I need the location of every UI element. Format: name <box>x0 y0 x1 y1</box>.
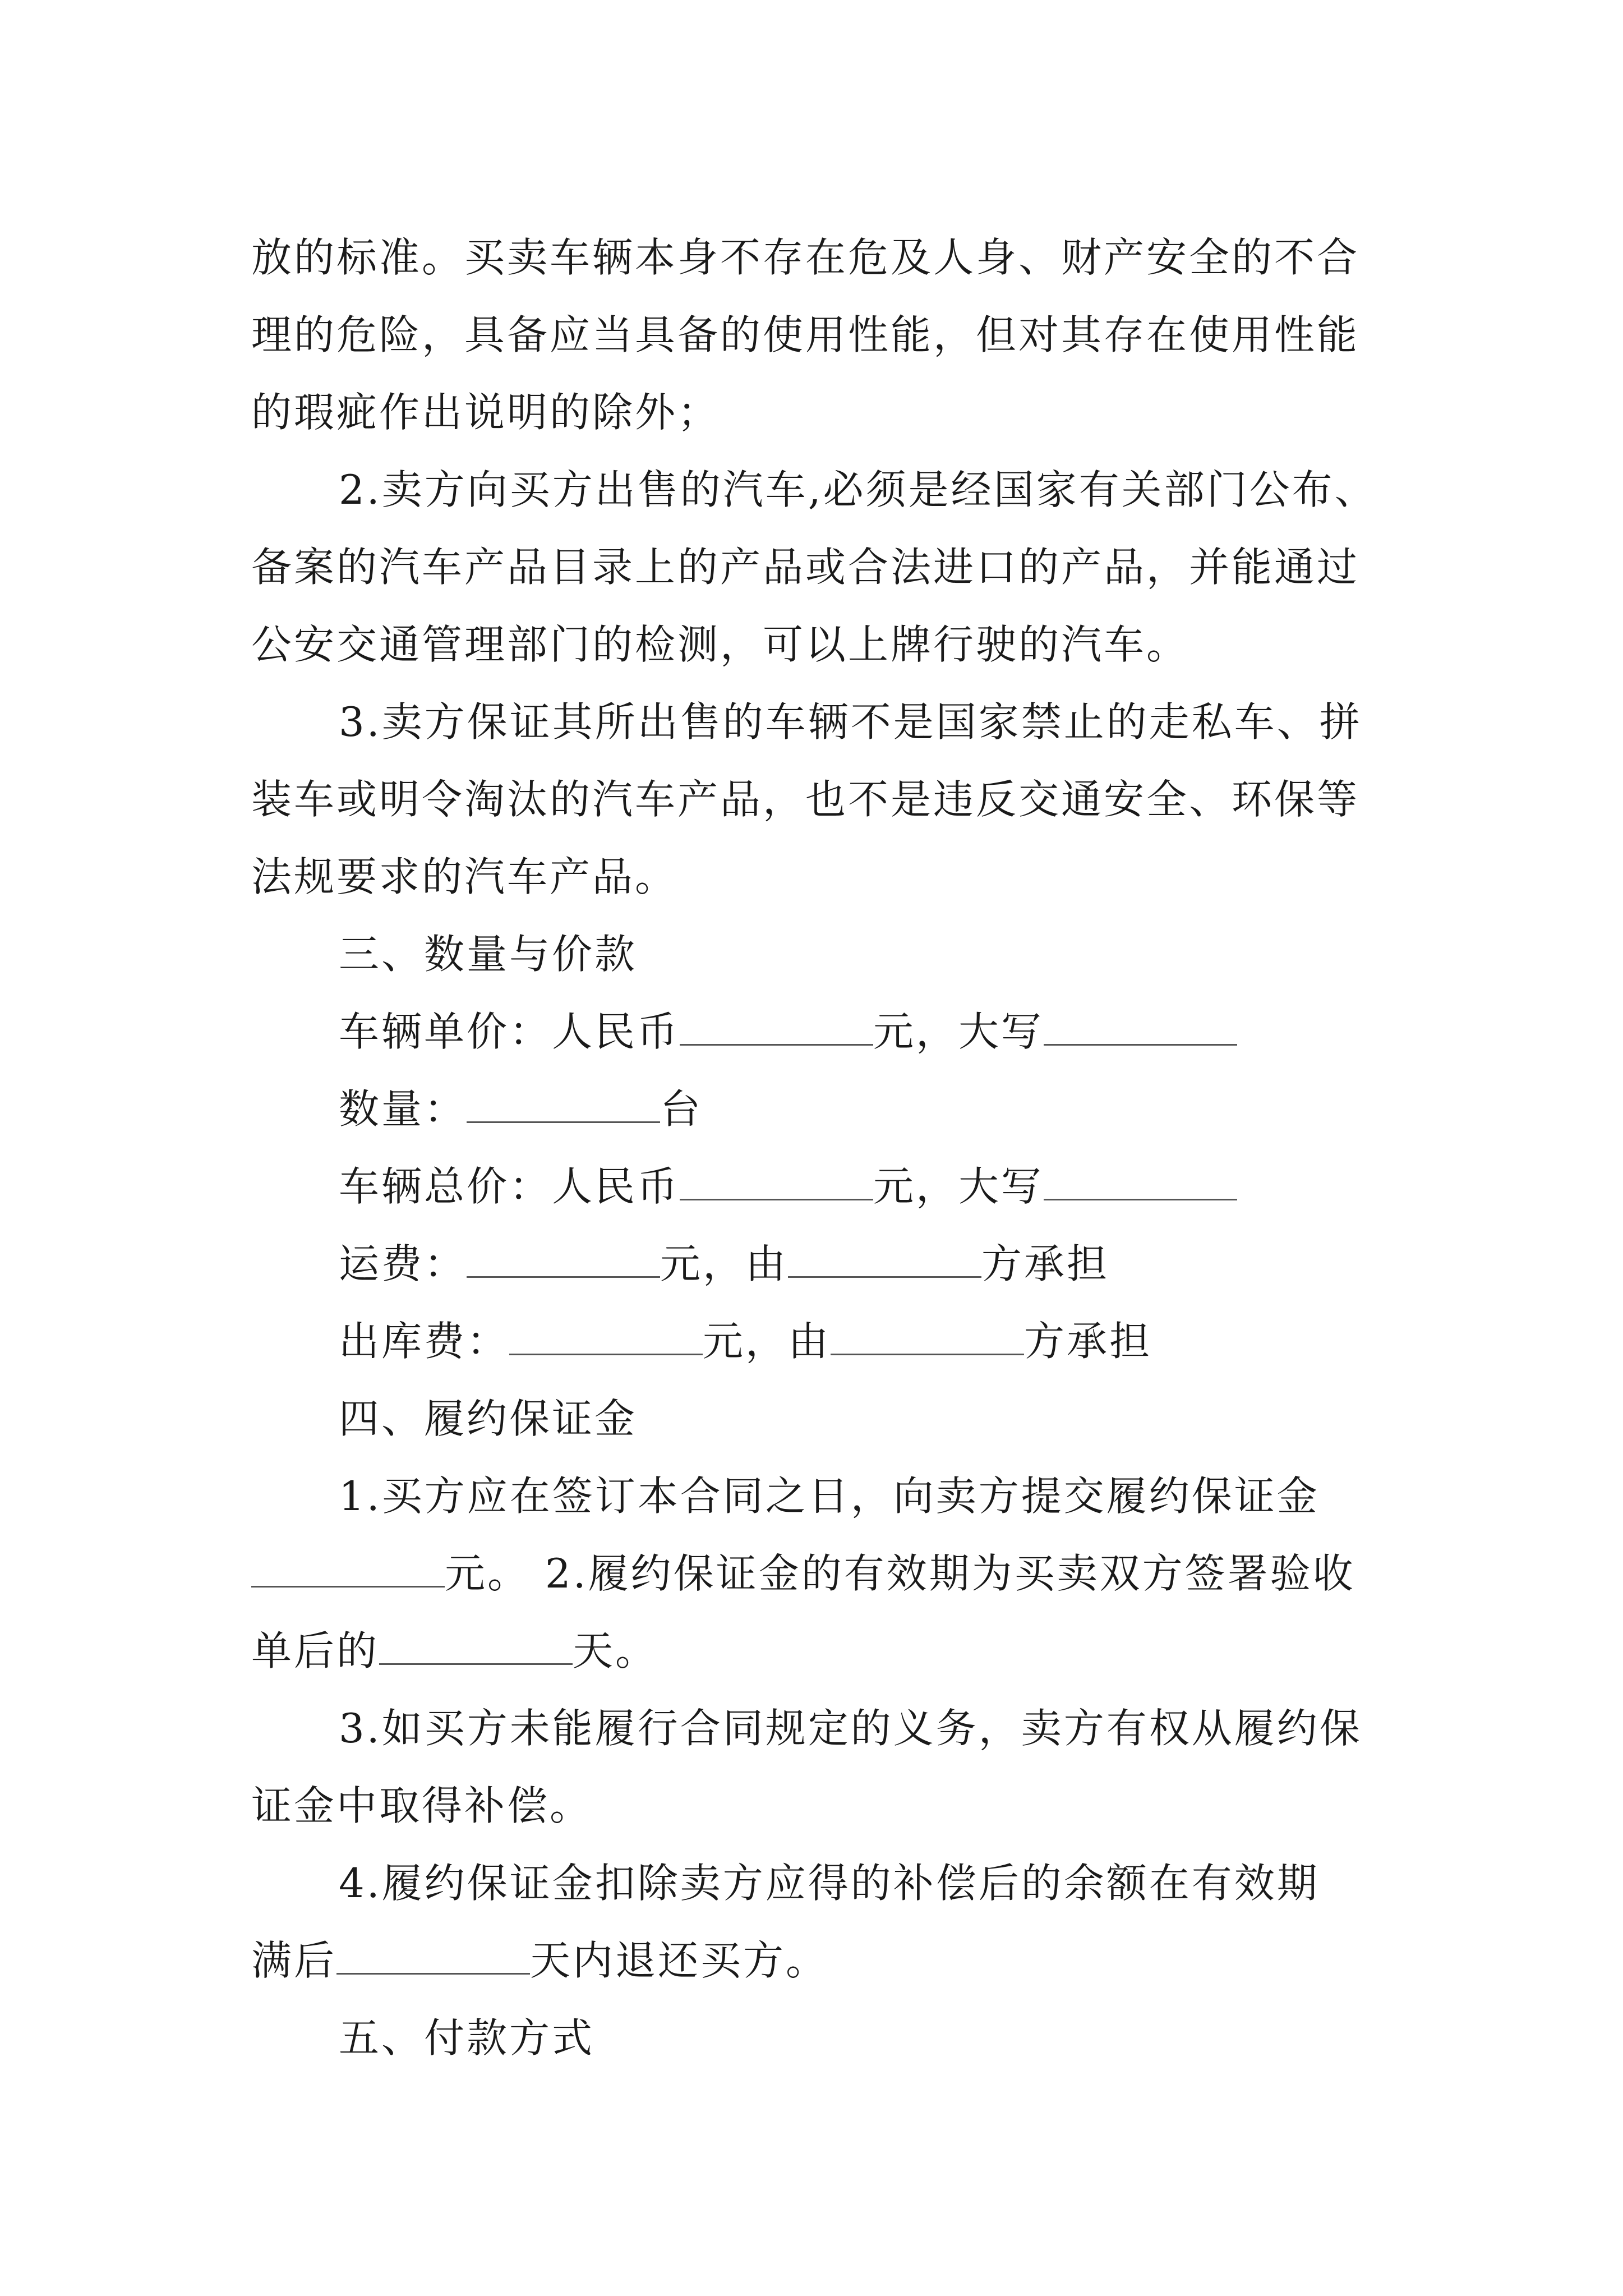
section-4-heading: 四、履约保证金 <box>339 1395 638 1442</box>
freight-blank[interactable] <box>467 1244 660 1278</box>
outbound-label: 出库费： <box>339 1318 510 1365</box>
refund-suffix: 天内退还买方。 <box>530 1937 829 1984</box>
text-line: 装车或明令淘汰的汽车产品，也不是违反交通安全、环保等 <box>251 776 1360 823</box>
quantity-label: 数量： <box>339 1085 467 1133</box>
clause-3: 3.卖方保证其所出售的车辆不是国家禁止的走私车、拼 <box>339 698 1362 746</box>
unit-price-blank[interactable] <box>680 1011 873 1046</box>
quantity-row <box>251 1070 1390 1148</box>
text-line: 的瑕疵作出说明的除外； <box>251 389 721 436</box>
text-line: 理的危险，具备应当具备的使用性能，但对其存在使用性能 <box>251 311 1360 358</box>
outbound-fee-row <box>251 1303 1390 1380</box>
clause-2: 2.卖方向买方出售的汽车,必须是经国家有关部门公布、 <box>339 466 1377 513</box>
total-price-row <box>251 1148 1390 1225</box>
total-price-mid: 元，大写 <box>873 1163 1044 1210</box>
outbound-end: 方承担 <box>1024 1318 1152 1365</box>
deposit-days-suffix: 天。 <box>573 1627 658 1674</box>
deposit-clause-1-cont <box>251 1535 1390 1612</box>
deposit-clause-3: 3.如买方未能履行合同规定的义务，卖方有权从履约保 <box>339 1705 1362 1752</box>
text-line: 法规要求的汽车产品。 <box>251 853 678 900</box>
freight-label: 运费： <box>339 1240 467 1287</box>
deposit-clause-2: 元。 2.履约保证金的有效期为买卖双方签署验收 <box>445 1550 1355 1597</box>
quantity-unit: 台 <box>660 1085 703 1133</box>
outbound-blank[interactable] <box>509 1321 703 1355</box>
unit-price-words-blank[interactable] <box>1044 1011 1237 1046</box>
total-price-blank[interactable] <box>680 1166 873 1200</box>
deposit-clause-1: 1.买方应在签订本合同之日，向卖方提交履约保证金 <box>339 1473 1320 1520</box>
document-body <box>251 219 1390 2077</box>
unit-price-mid: 元，大写 <box>873 1008 1044 1055</box>
text-line: 证金中取得补偿。 <box>251 1782 593 1829</box>
refund-days-blank[interactable] <box>336 1940 530 1975</box>
quantity-blank[interactable] <box>467 1089 660 1123</box>
deposit-clause-2-end <box>251 1612 1390 1690</box>
deposit-amount-blank[interactable] <box>251 1553 445 1588</box>
total-price-label: 车辆总价：人民币 <box>339 1163 680 1210</box>
text-line: 放的标准。买卖车辆本身不存在危及人身、财产安全的不合 <box>251 234 1360 281</box>
freight-mid: 元，由 <box>660 1240 789 1287</box>
total-price-words-blank[interactable] <box>1044 1166 1237 1200</box>
unit-price-row <box>251 993 1390 1070</box>
freight-end: 方承担 <box>981 1240 1110 1287</box>
deposit-days-blank[interactable] <box>379 1631 573 1665</box>
unit-price-label: 车辆单价：人民币 <box>339 1008 680 1055</box>
section-5-heading: 五、付款方式 <box>339 2014 595 2062</box>
text-line: 公安交通管理部门的检测，可以上牌行驶的汽车。 <box>251 621 1189 668</box>
section-3-heading: 三、数量与价款 <box>339 931 638 978</box>
freight-row <box>251 1225 1390 1303</box>
deposit-clause-4: 4.履约保证金扣除卖方应得的补偿后的余额在有效期 <box>339 1860 1320 1907</box>
deposit-days-prefix: 单后的 <box>251 1627 380 1674</box>
freight-party-blank[interactable] <box>788 1244 981 1278</box>
outbound-party-blank[interactable] <box>831 1321 1024 1355</box>
outbound-mid: 元，由 <box>703 1318 831 1365</box>
refund-prefix: 满后 <box>251 1937 337 1984</box>
deposit-clause-4-end <box>251 1922 1390 1999</box>
text-line: 备案的汽车产品目录上的产品或合法进口的产品，并能通过 <box>251 544 1360 591</box>
